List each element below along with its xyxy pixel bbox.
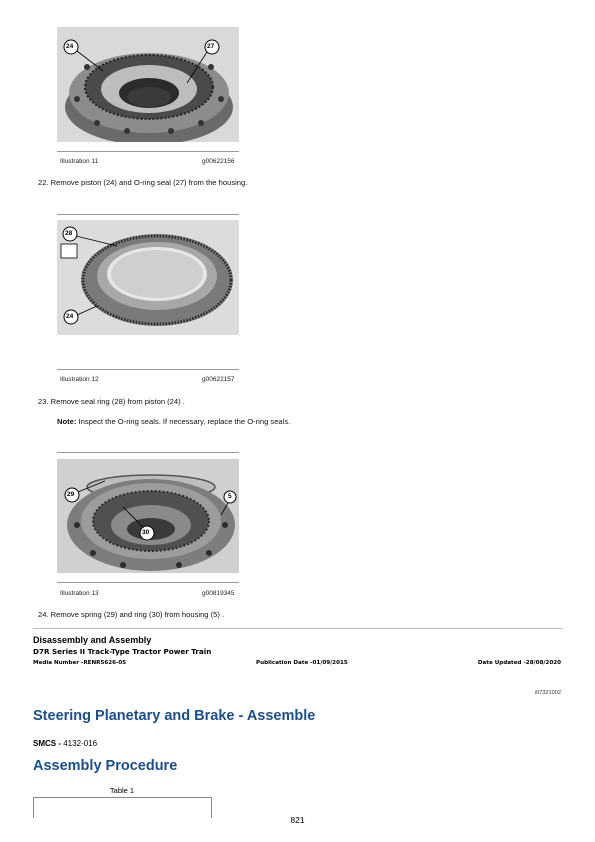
seal-ring-icon: [61, 244, 77, 258]
note: [57, 417, 290, 426]
callout-30-label: 30: [142, 529, 150, 536]
smcs-label: SMCS -: [33, 739, 64, 748]
illustration-11-code: g00622156: [202, 158, 235, 165]
illustration-13-code: g00819345: [202, 590, 235, 597]
smcs-code: [33, 739, 97, 748]
step-22: 22. Remove piston (24) and O-ring seal (27) from the housing.: [38, 178, 248, 187]
illustration-13-divider: [57, 582, 239, 583]
callout-5-label: 5: [228, 493, 232, 500]
document-title: Disassembly and Assembly: [33, 635, 152, 645]
callout-29-label: 29: [67, 491, 75, 498]
callout-27-label: 27: [207, 43, 215, 50]
note-label: Note:: [57, 417, 77, 426]
document-id: i07321002: [534, 690, 561, 696]
media-number: Media Number -RENR5626-05: [33, 660, 127, 666]
illustration-13-top-divider: [57, 452, 239, 453]
section-title: Steering Planetary and Brake - Assemble: [33, 708, 316, 724]
note-text: Inspect the O-ring seals. If necessary, replace the O-ring seals.: [76, 417, 291, 426]
illustration-12-photo: [57, 220, 239, 335]
illustration-11-photo: [57, 27, 239, 142]
illustration-13-photo: [57, 459, 239, 573]
illustration-13-caption: Illustration 13: [60, 590, 99, 597]
step-23: 23. Remove seal ring (28) from piston (24) .: [38, 397, 185, 406]
publication-date: Publication Date -01/09/2015: [256, 660, 348, 666]
illustration-12-divider: [57, 369, 239, 370]
illustration-12-caption: Illustration 12: [60, 376, 99, 383]
callout-24-label: 24: [66, 43, 74, 50]
page-number: 821: [290, 815, 305, 825]
callout-28-label: 28: [65, 230, 73, 237]
illustration-11-divider: [57, 151, 239, 152]
callout-24b-label: 24: [66, 313, 74, 320]
illustration-11-caption: Illustration 11: [60, 158, 99, 165]
illustration-12-top-divider: [57, 214, 239, 215]
table-title: Table 1: [109, 786, 135, 795]
section-divider: [33, 628, 562, 629]
step-24: 24. Remove spring (29) and ring (30) from housing (5) .: [38, 610, 225, 619]
illustration-12-code: g00622157: [202, 376, 235, 383]
subsection-title: Assembly Procedure: [33, 758, 178, 774]
smcs-value: 4132-016: [63, 739, 98, 748]
document-subtitle: D7R Series II Track-Type Tractor Power Train: [33, 647, 212, 656]
date-updated: Date Updated -28/08/2020: [477, 660, 561, 666]
